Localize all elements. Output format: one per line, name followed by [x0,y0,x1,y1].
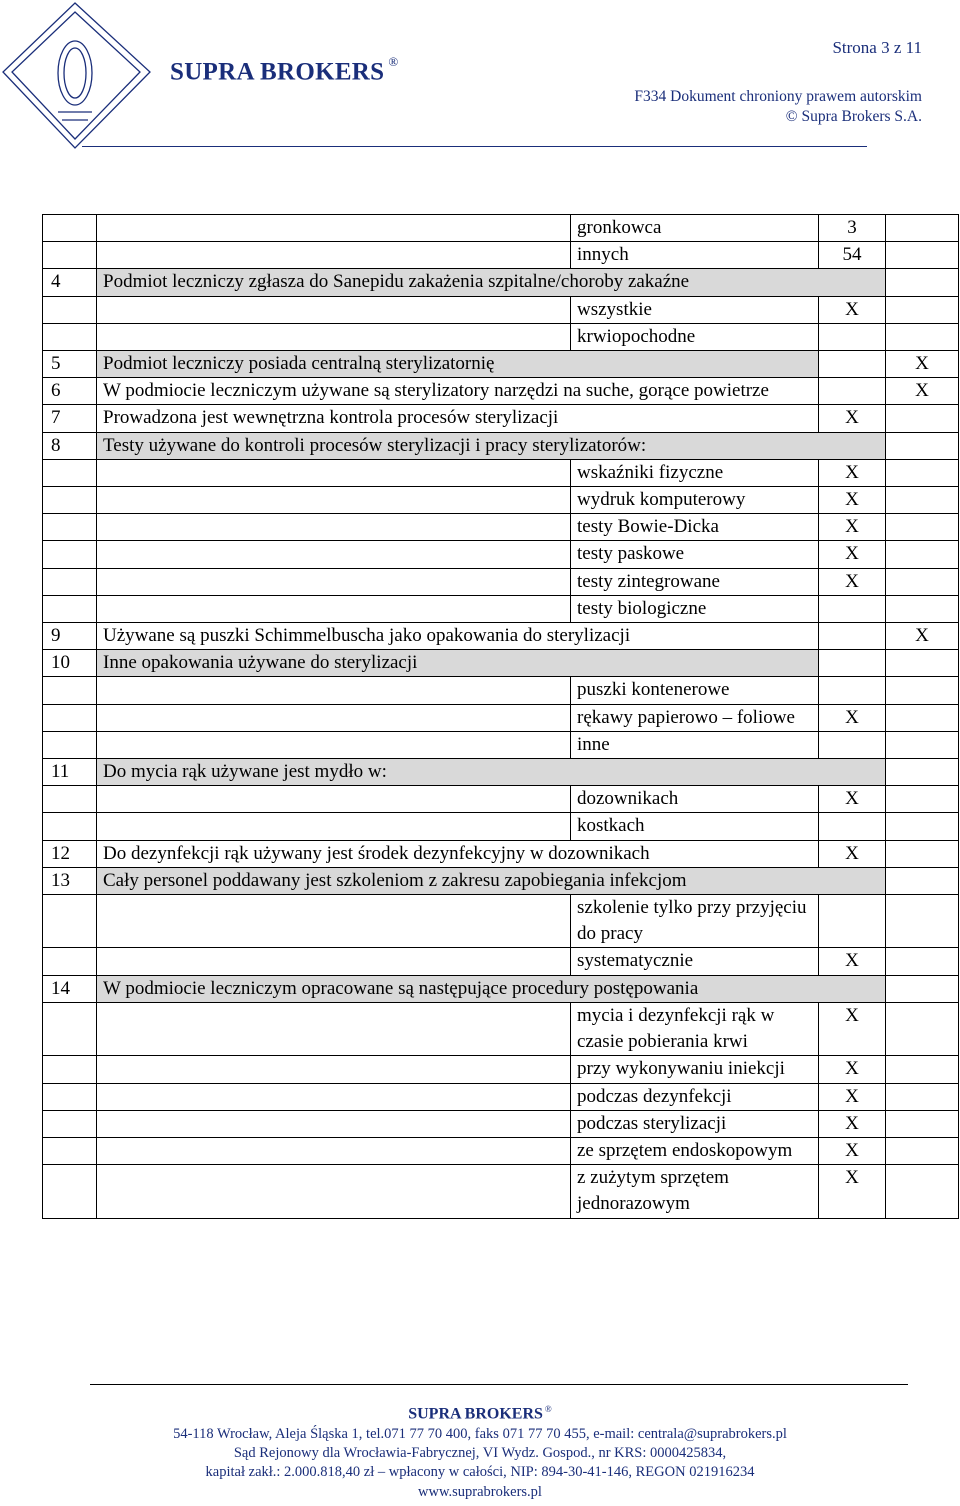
option-mark: X [819,459,886,486]
option-label: rękawy papierowo – foliowe [571,704,819,731]
row-number [43,296,97,323]
table-question-row [43,432,959,459]
option-label: gronkowca [571,215,819,242]
row-number [43,595,97,622]
option-label: z zużytym sprzętem jednorazowym [571,1165,819,1218]
empty-cell [97,459,571,486]
table-subrow [43,786,959,813]
empty-cell [886,269,959,296]
question-text: Inne opakowania używane do sterylizacji [97,650,819,677]
empty-cell [97,514,571,541]
extra-mark [886,948,959,975]
table-subrow [43,1165,959,1218]
row-number [43,242,97,269]
extra-mark [886,840,959,867]
option-mark [819,323,886,350]
option-label: inne [571,731,819,758]
extra-mark [886,541,959,568]
option-mark: X [819,1083,886,1110]
table-question-row [43,269,959,296]
empty-cell [97,895,571,948]
table-subrow [43,595,959,622]
empty-cell [97,1002,571,1055]
footer-address: 54-118 Wrocław, Aleja Śląska 1, tel.071 77 70 400, faks 071 77 70 455, e-mail: centrala@suprabrokers.pl [173,1426,787,1442]
option-mark [819,895,886,948]
table-subrow [43,731,959,758]
table-subrow [43,296,959,323]
empty-cell [97,948,571,975]
copyright-notice: F334 Dokument chroniony prawem autorskim [634,88,922,105]
empty-cell [97,1056,571,1083]
question-text: Cały personel poddawany jest szkoleniom z zakresu zapobiegania infekcjom [97,867,886,894]
option-mark: 54 [819,242,886,269]
row-number: 12 [43,840,97,867]
empty-cell [97,242,571,269]
question-text: Używane są puszki Schimmelbuscha jako opakowania do sterylizacji [97,623,819,650]
row-number [43,541,97,568]
extra-mark: X [886,378,959,405]
table-subrow [43,1137,959,1164]
option-label: mycia i dezynfekcji rąk w czasie pobierania krwi [571,1002,819,1055]
row-number: 5 [43,351,97,378]
table-question-row [43,623,959,650]
table-subrow [43,813,959,840]
empty-cell [97,1137,571,1164]
table-question-row [43,650,959,677]
question-text: Prowadzona jest wewnętrzna kontrola procesów sterylizacji [97,405,819,432]
option-mark [819,813,886,840]
row-number [43,459,97,486]
extra-mark [886,813,959,840]
option-label: przy wykonywaniu iniekcji [571,1056,819,1083]
table-question-row [43,759,959,786]
empty-cell [97,813,571,840]
row-number [43,813,97,840]
empty-cell [97,1165,571,1218]
option-mark: X [819,568,886,595]
extra-mark [886,595,959,622]
option-label: testy Bowie-Dicka [571,514,819,541]
answer-mark: X [819,840,886,867]
extra-mark [886,1002,959,1055]
empty-cell [97,786,571,813]
table-question-row [43,867,959,894]
extra-mark [886,1137,959,1164]
table-subrow [43,459,959,486]
table-subrow [43,1056,959,1083]
option-mark: X [819,541,886,568]
extra-mark [886,215,959,242]
option-mark: X [819,1165,886,1218]
empty-cell [97,595,571,622]
option-mark [819,731,886,758]
extra-mark [886,1083,959,1110]
empty-cell [97,704,571,731]
table-subrow [43,215,959,242]
option-label: testy zintegrowane [571,568,819,595]
question-text: W podmiocie leczniczym używane są sterylizatory narzędzi na suche, gorące powietrze [97,378,819,405]
option-label: krwiopochodne [571,323,819,350]
row-number [43,948,97,975]
row-number [43,1165,97,1218]
empty-cell [97,1083,571,1110]
empty-cell [97,487,571,514]
empty-cell [97,323,571,350]
row-number [43,731,97,758]
option-label: testy paskowe [571,541,819,568]
row-number [43,1083,97,1110]
table-question-row [43,351,959,378]
question-text: Do mycia rąk używane jest mydło w: [97,759,886,786]
table-subrow [43,895,959,948]
footer-brand: SUPRA BROKERS ® [408,1404,552,1423]
table-subrow [43,1002,959,1055]
row-number: 4 [43,269,97,296]
row-number: 13 [43,867,97,894]
table-subrow [43,487,959,514]
page-number: Strona 3 z 11 [832,38,922,57]
row-number [43,1056,97,1083]
empty-cell [97,541,571,568]
footer-court: Sąd Rejonowy dla Wrocławia-Fabrycznej, VI Wydz. Gospod., nr KRS: 0000425834, [233,1445,727,1461]
row-number: 6 [43,378,97,405]
empty-cell [97,296,571,323]
empty-cell [97,215,571,242]
table-subrow [43,323,959,350]
survey-table [42,214,959,1219]
empty-cell [97,677,571,704]
empty-cell [97,568,571,595]
empty-cell [886,975,959,1002]
option-mark: X [819,948,886,975]
row-number [43,514,97,541]
option-mark: X [819,296,886,323]
option-label: puszki kontenerowe [571,677,819,704]
row-number: 14 [43,975,97,1002]
brand-name: SUPRA BROKERS ® [170,54,399,86]
question-text: Podmiot leczniczy zgłasza do Sanepidu zakażenia szpitalne/choroby zakaźne [97,269,886,296]
question-text: Podmiot leczniczy posiada centralną sterylizatornię [97,351,819,378]
option-mark: X [819,1056,886,1083]
option-mark: X [819,1137,886,1164]
footer-capital: kapitał zakł.: 2.000.818,40 zł – wpłacony w całości, NIP: 894-30-41-146, REGON 021916234 [205,1464,755,1480]
answer-mark [819,351,886,378]
empty-cell [886,867,959,894]
table-question-row [43,405,959,432]
question-text: Do dezynfekcji rąk używany jest środek dezynfekcyjny w dozownikach [97,840,819,867]
answer-mark [819,623,886,650]
option-mark: X [819,786,886,813]
table-subrow [43,242,959,269]
row-number [43,1110,97,1137]
option-mark: X [819,1002,886,1055]
extra-mark: X [886,351,959,378]
option-label: wszystkie [571,296,819,323]
extra-mark [886,704,959,731]
empty-cell [886,432,959,459]
table-subrow [43,704,959,731]
row-number [43,704,97,731]
option-label: innych [571,242,819,269]
question-text: Testy używane do kontroli procesów sterylizacji i pracy sterylizatorów: [97,432,886,459]
row-number [43,1002,97,1055]
table-subrow [43,948,959,975]
extra-mark [886,677,959,704]
extra-mark [886,459,959,486]
row-number [43,1137,97,1164]
extra-mark: X [886,623,959,650]
extra-mark [886,731,959,758]
row-number: 7 [43,405,97,432]
empty-cell [886,650,959,677]
extra-mark [886,514,959,541]
table-subrow [43,1110,959,1137]
row-number [43,786,97,813]
option-mark [819,595,886,622]
empty-cell [819,650,886,677]
question-text: W podmiocie leczniczym opracowane są następujące procedury postępowania [97,975,886,1002]
row-number: 8 [43,432,97,459]
footer-website: www.suprabrokers.pl [418,1484,542,1500]
table-question-row [43,378,959,405]
option-label: szkolenie tylko przy przyjęciu do pracy [571,895,819,948]
extra-mark [886,895,959,948]
extra-mark [886,786,959,813]
option-mark [819,677,886,704]
table-subrow [43,568,959,595]
row-number: 9 [43,623,97,650]
option-mark: X [819,514,886,541]
empty-cell [886,759,959,786]
extra-mark [886,487,959,514]
row-number [43,215,97,242]
footer-divider [90,1384,908,1385]
empty-cell [97,731,571,758]
option-label: podczas sterylizacji [571,1110,819,1137]
extra-mark [886,296,959,323]
answer-mark [819,378,886,405]
option-mark: X [819,487,886,514]
option-label: podczas dezynfekcji [571,1083,819,1110]
extra-mark [886,1110,959,1137]
option-label: ze sprzętem endoskopowym [571,1137,819,1164]
empty-cell [97,1110,571,1137]
table-subrow [43,541,959,568]
extra-mark [886,1056,959,1083]
table-subrow [43,514,959,541]
extra-mark [886,568,959,595]
option-label: systematycznie [571,948,819,975]
option-label: testy biologiczne [571,595,819,622]
row-number: 10 [43,650,97,677]
table-question-row [43,840,959,867]
supra-brokers-logo [0,0,170,160]
option-mark: X [819,1110,886,1137]
row-number [43,487,97,514]
extra-mark [886,242,959,269]
row-number [43,677,97,704]
option-label: kostkach [571,813,819,840]
row-number: 11 [43,759,97,786]
copyright-owner: © Supra Brokers S.A. [785,108,922,125]
extra-mark [886,1165,959,1218]
table-subrow [43,1083,959,1110]
option-mark: X [819,704,886,731]
row-number [43,323,97,350]
table-subrow [43,677,959,704]
extra-mark [886,323,959,350]
row-number [43,568,97,595]
header-divider [82,146,867,147]
extra-mark [886,405,959,432]
table-question-row [43,975,959,1002]
row-number [43,895,97,948]
option-label: wydruk komputerowy [571,487,819,514]
option-label: dozownikach [571,786,819,813]
option-mark: 3 [819,215,886,242]
option-label: wskaźniki fizyczne [571,459,819,486]
answer-mark: X [819,405,886,432]
